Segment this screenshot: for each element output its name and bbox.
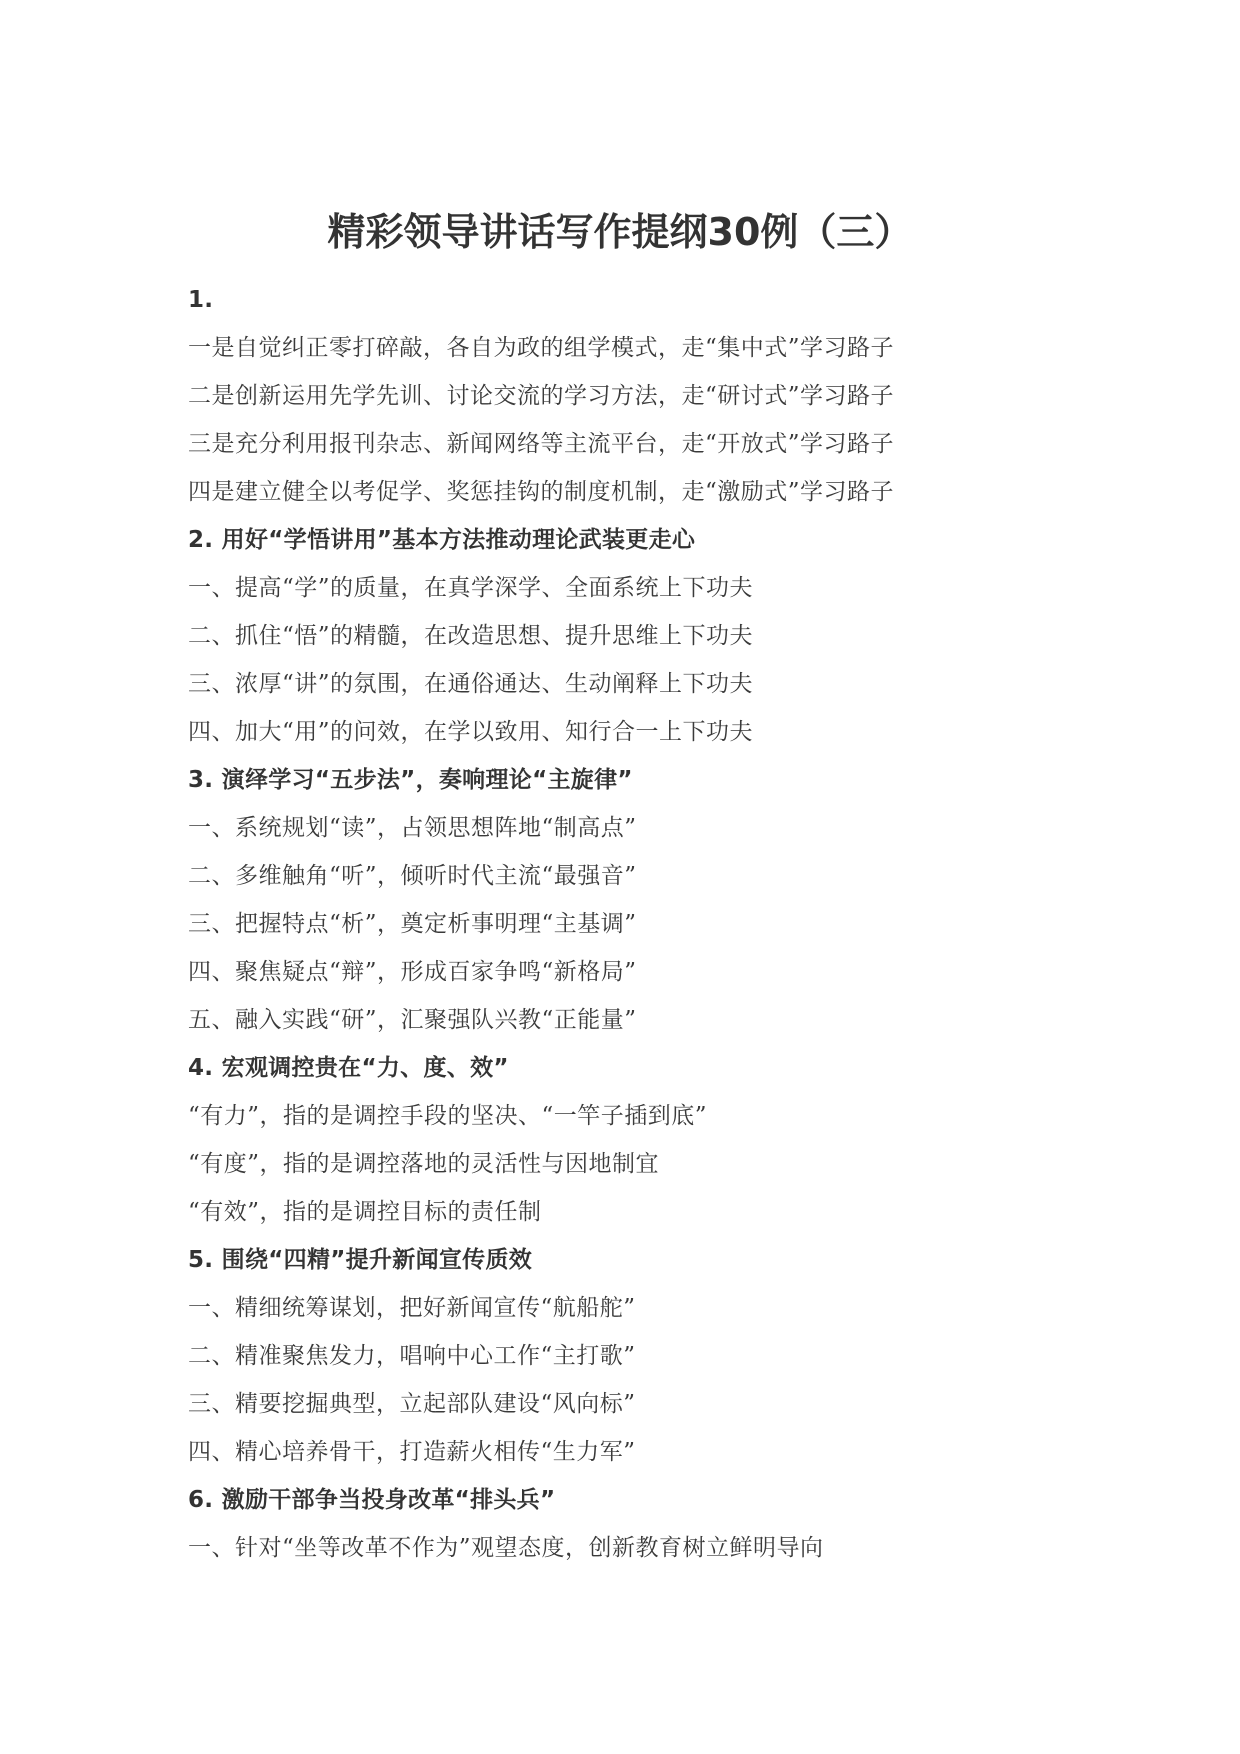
outline-item: “有度”，指的是调控落地的灵活性与因地制宜 xyxy=(188,1151,660,1177)
section-heading: 5. 围绕“四精”提升新闻宣传质效 xyxy=(188,1247,533,1273)
section-heading: 1. xyxy=(188,287,214,313)
outline-item: 一是自觉纠正零打碎敲，各自为政的组学模式，走“集中式”学习路子 xyxy=(188,335,895,361)
outline-item: “有效”，指的是调控目标的责任制 xyxy=(188,1199,542,1225)
outline-item: 三、精要挖掘典型，立起部队建设“风向标” xyxy=(188,1391,636,1417)
outline-item: 四、加大“用”的问效，在学以致用、知行合一上下功夫 xyxy=(188,719,754,745)
outline-item: 二、精准聚焦发力，唱响中心工作“主打歌” xyxy=(188,1343,636,1369)
document-title: 精彩领导讲话写作提纲30例（三） xyxy=(327,210,913,254)
outline-item: 三是充分利用报刊杂志、新闻网络等主流平台，走“开放式”学习路子 xyxy=(188,431,895,457)
outline-item: 二、多维触角“听”，倾听时代主流“最强音” xyxy=(188,863,637,889)
section-heading: 3. 演绎学习“五步法”，奏响理论“主旋律” xyxy=(188,767,633,793)
section-heading: 6. 激励干部争当投身改革“排头兵” xyxy=(188,1487,556,1513)
section-heading: 2. 用好“学悟讲用”基本方法推动理论武装更走心 xyxy=(188,527,696,553)
outline-item: 三、浓厚“讲”的氛围，在通俗通达、生动阐释上下功夫 xyxy=(188,671,754,697)
outline-item: 四、聚焦疑点“辩”，形成百家争鸣“新格局” xyxy=(188,959,637,985)
outline-item: 四是建立健全以考促学、奖惩挂钩的制度机制，走“激励式”学习路子 xyxy=(188,479,895,505)
outline-item: 二是创新运用先学先训、讨论交流的学习方法，走“研讨式”学习路子 xyxy=(188,383,895,409)
document-body xyxy=(188,276,1168,1572)
section-heading: 4. 宏观调控贵在“力、度、效” xyxy=(188,1055,509,1081)
outline-item: 一、精细统筹谋划，把好新闻宣传“航船舵” xyxy=(188,1295,636,1321)
outline-item: 二、抓住“悟”的精髓，在改造思想、提升思维上下功夫 xyxy=(188,623,754,649)
outline-item: 四、精心培养骨干，打造薪火相传“生力军” xyxy=(188,1439,636,1465)
outline-item: 五、融入实践“研”，汇聚强队兴教“正能量” xyxy=(188,1007,637,1033)
outline-item: “有力”，指的是调控手段的坚决、“一竿子插到底” xyxy=(188,1103,708,1129)
outline-item: 一、提高“学”的质量，在真学深学、全面系统上下功夫 xyxy=(188,575,754,601)
outline-item: 三、把握特点“析”，奠定析事明理“主基调” xyxy=(188,911,637,937)
outline-item: 一、针对“坐等改革不作为”观望态度，创新教育树立鲜明导向 xyxy=(188,1535,824,1561)
outline-item: 一、系统规划“读”，占领思想阵地“制高点” xyxy=(188,815,637,841)
